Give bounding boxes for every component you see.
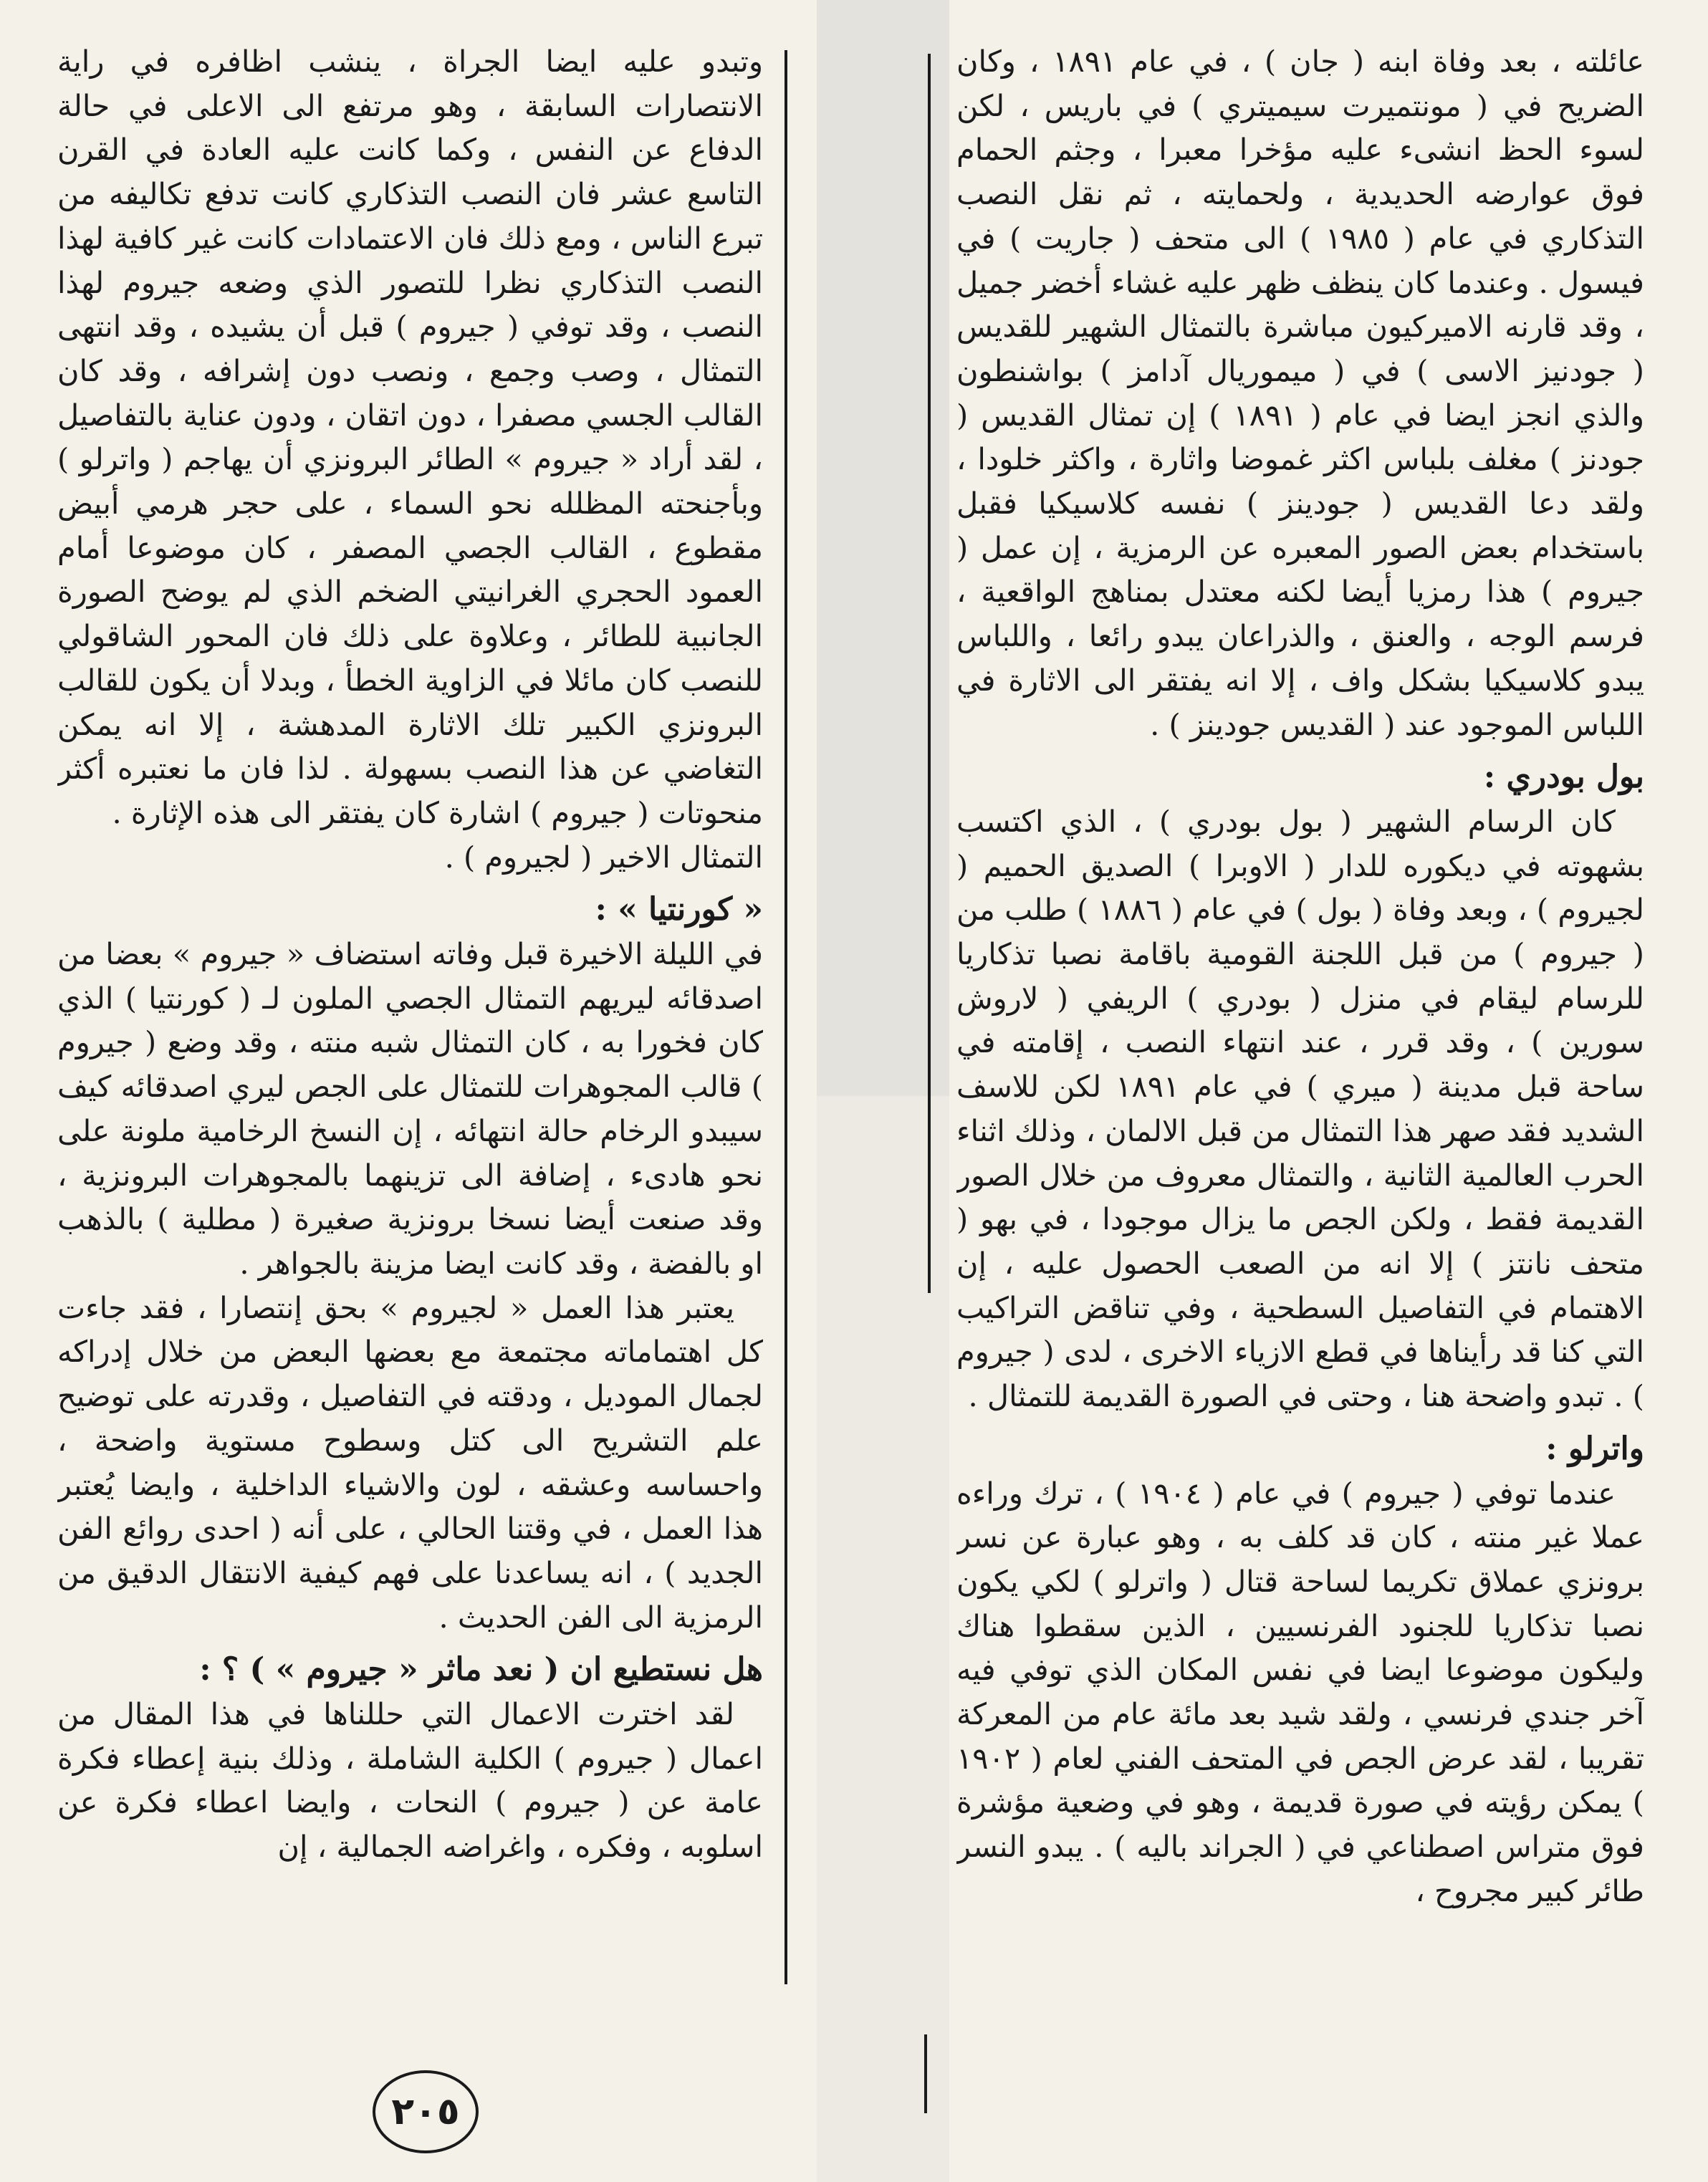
column-divider-bottom	[924, 2034, 927, 2113]
paragraph: وتبدو عليه ايضا الجراة ، ينشب اظافره في راية الانتصارات السابقة ، وهو مرتفع الى الاعلى في حالة الدفاع عن النفس ، وكما كانت عليه العادة في القرن التاسع عشر فان النصب التذكاري كانت تدفع تكاليفه من تبرع الناس ، ومع ذلك فان الاعتمادات كانت غير كافية لهذا النصب التذكاري نظرا للتصور الذي وضعه جيروم لهذا النصب ، وقد توفي ( جيروم ) قبل أن يشيده ، وقد انتهى التمثال ، وصب وجمع ، ونصب دون إشرافه ، وقد كان القالب الجسي مصفرا ، دون اتقان ، ودون عناية بالتفاصيل ، لقد أراد « جيروم » الطائر البرونزي أن يهاجم ( واترلو ) وبأجنحته المظلله نحو السماء ، على حجر هرمي أبيض مقطوع ، القالب الجصي المصفر ، كان موضوعا أمام العمود الحجري الغرانيتي الضخم الذي لم يوضح الصورة الجانبية للطائر ، وعلاوة على ذلك فان المحور الشاقولي للنصب كان مائلا في الزاوية الخطأ ، وبدلا أن يكون للقالب البرونزي الكبير تلك الاثارة المدهشة ، إلا انه يمكن التغاضي عن هذا النصب بسهولة . لذا فان ما نعتبره أكثر منحوتات ( جيروم ) اشارة كان يفتقر الى هذه الإثارة .	[57, 44, 763, 830]
paragraph: كان الرسام الشهير ( بول بودري ) ، الذي اكتسب بشهوته في ديكوره للدار ( الاوبرا ) الصديق الحميم ( لجيروم ) ، وبعد وفاة ( بول ) في عام ( ١٨٨٦ ) طلب من ( جيروم ) من قبل اللجنة القومية باقامة نصبا تذكاريا للرسام ليقام في منزل ( بودري ) الريفي ( لاروش سورين ) ، وقد قرر ، عند انتهاء النصب ، إقامته في ساحة قبل مدينة ( ميري ) في عام ١٨٩١ لكن للاسف الشديد فقد صهر هذا التمثال من قبل الالمان ، وذلك اثناء الحرب العالمية الثانية ، والتمثال معروف من خلال الصور القديمة فقط ، ولكن الجص ما يزال موجودا ، في بهو ( متحف نانتز ) إلا انه من الصعب الحصول عليه ، إن الاهتمام في التفاصيل السطحية ، وفي تناقض التراكيب التي كنا قد رأيناها في قطع الازياء الاخرى ، لدى ( جيروم ) . تبدو واضحة هنا ، وحتى في الصورة القديمة للتمثال .	[956, 803, 1644, 1414]
section-heading: هل نستطيع ان ( نعد ماثر « جيروم » ) ؟ :	[199, 1651, 763, 1688]
section-heading: واترلو :	[1545, 1430, 1644, 1467]
section-heading: « كورنتيا » :	[595, 891, 763, 928]
column-divider-left	[785, 50, 787, 1984]
paragraph: يعتبر هذا العمل « لجيروم » بحق إنتصارا ، فقد جاءت كل اهتماماته مجتمعة مع بعضها البعض من خلال إدراكه لجمال الموديل ، ودقته في التفاصيل ، وقدرته على توضيح علم التشريح الى كتل وسطوح مستوية واضحة ، واحساسه وعشقه ، لون والاشياء الداخلية ، وايضا يُعتبر هذا العمل ، في وقتنا الحالي ، على أنه ( احدى روائع الفن الجديد ) ، انه يساعدنا على فهم كيفية الانتقال الدقيق من الرمزية الى الفن الحديث .	[57, 1289, 763, 1635]
left-column	[57, 39, 763, 2110]
column-divider-right	[928, 54, 931, 1293]
right-column	[956, 39, 1644, 2110]
paragraph: لقد اخترت الاعمال التي حللناها في هذا المقال من اعمال ( جيروم ) الكلية الشاملة ، وذلك بنية إعطاء فكرة عامة عن ( جيروم ) النحات ، وايضا اعطاء فكرة عن اسلوبه ، وفكره ، واغراضه الجمالية ، إن	[57, 1696, 763, 1865]
paragraph: في الليلة الاخيرة قبل وفاته استضاف « جيروم » بعضا من اصدقائه ليريهم التمثال الجصي الملون لـ ( كورنتيا ) الذي كان فخورا به ، كان التمثال شبه منته ، وقد وضع ( جيروم ) قالب المجوهرات للتمثال على الجص ليري اصدقائه كيف سيبدو الرخام حالة انتهائه ، إن النسخ الرخامية ملونة على نحو هادىء ، إضافة الى تزينهما بالمجوهرات البرونزية ، وقد صنعت أيضا نسخا برونزية صغيرة ( مطلية ) بالذهب او بالفضة ، وقد كانت ايضا مزينة بالجواهر .	[57, 936, 763, 1281]
section-heading: بول بودري :	[1483, 759, 1644, 796]
paragraph: عائلته ، بعد وفاة ابنه ( جان ) ، في عام ١٨٩١ ، وكان الضريح في ( مونتميرت سيميتري ) في باريس ، لكن لسوء الحظ انشىء عليه مؤخرا معبرا ، وجثم الحمام فوق عوارضه الحديدية ، ولحمايته ، ثم نقل النصب التذكاري في عام ( ١٩٨٥ ) الى متحف ( جاريت ) في فيسول . وعندما كان ينظف ظهر عليه غشاء أخضر جميل ، وقد قارنه الاميركيون مباشرة بالتمثال الشهير للقديس ( جودنيز الاسى ) في ( ميموريال آدامز ) بواشنطون والذي انجز ايضا في عام ( ١٨٩١ ) إن تمثال القديس ( جودنز ) مغلف بلباس اكثر غموضا واثارة ، واكثر خلودا ، ولقد دعا القديس ( جودينز ) نفسه كلاسيكيا فقبل باستخدام بعض الصور المعبره عن الرمزية ، إن عمل ( جيروم ) هذا رمزيا أيضا لكنه معتدل بمناهج الواقعية ، فرسم الوجه ، والعنق ، والذراعان يبدو رائعا ، واللباس يبدو كلاسيكيا بشكل واف ، إلا انه يفتقر الى الاثارة في اللباس الموجود عند ( القديس جودينز ) .	[956, 44, 1644, 742]
page-number: ٢٠٥	[373, 2070, 479, 2153]
caption: التمثال الاخير ( لجيروم ) .	[444, 839, 763, 875]
paragraph: عندما توفي ( جيروم ) في عام ( ١٩٠٤ ) ، ترك وراءه عملا غير منته ، كان قد كلف به ، وهو عبارة عن نسر برونزي عملاق تكريما لساحة قتال ( واترلو ) لكي يكون نصبا تذكاريا للجنود الفرنسيين ، الذين سقطوا هناك وليكون موضوعا ايضا في نفس المكان الذي توفي فيه آخر جندي فرنسي ، ولقد شيد بعد مائة عام من المعركة تقريبا ، لقد عرض الجص في المتحف الفني لعام ( ١٩٠٢ ) يمكن رؤيته في صورة قديمة ، وهو في وضعية مؤشرة فوق متراس اصطناعي في ( الجراند باليه ) . يبدو النسر طائر كبير مجروح ،	[956, 1475, 1644, 1908]
